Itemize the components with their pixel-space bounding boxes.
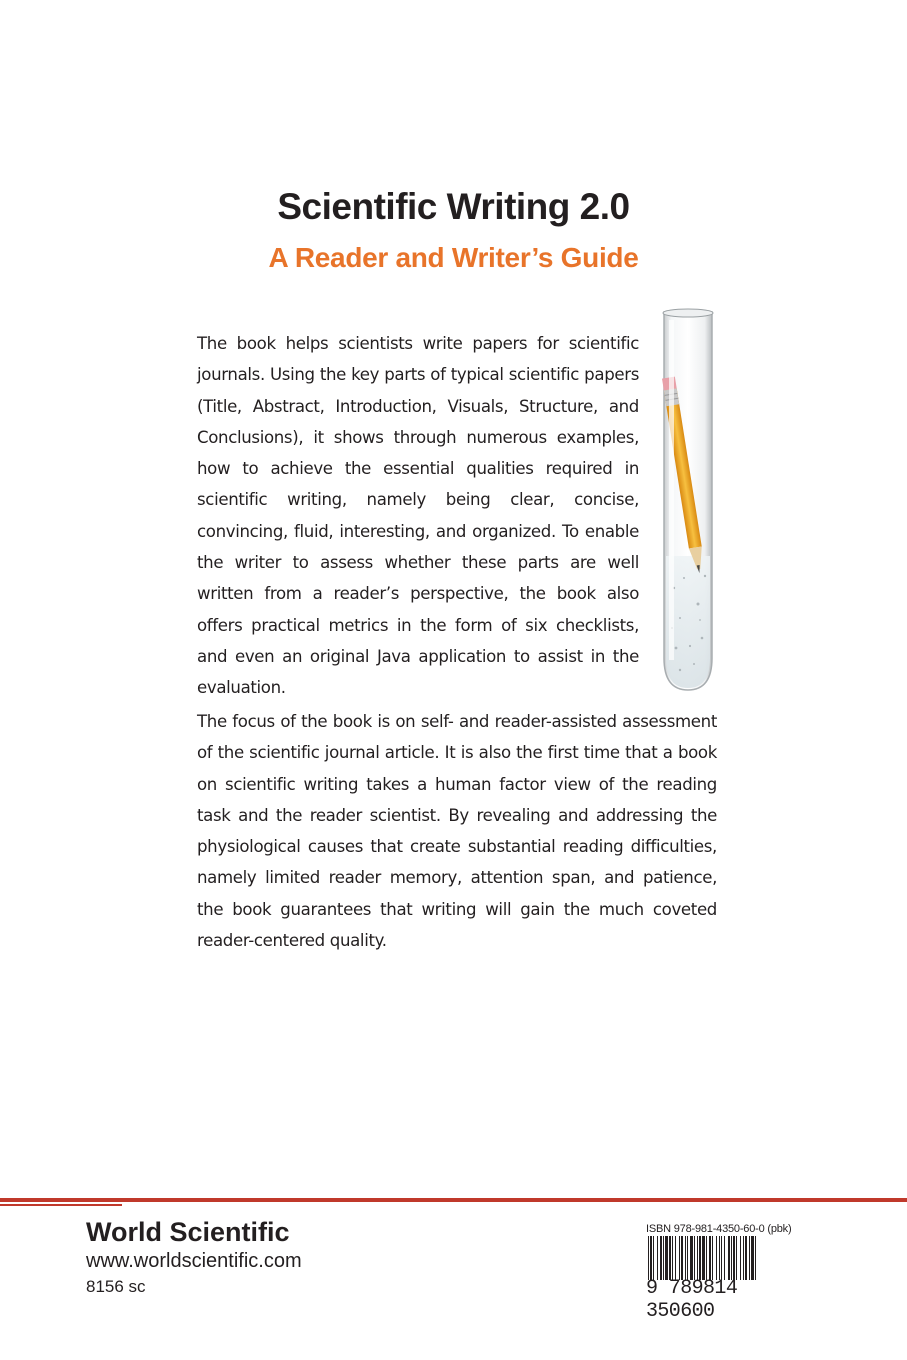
barcode-bar — [697, 1236, 698, 1280]
barcode-bar — [736, 1236, 737, 1280]
barcode-bar — [712, 1236, 713, 1280]
barcode-bar — [681, 1236, 683, 1280]
barcode-bar — [648, 1236, 649, 1280]
barcode-bar — [665, 1236, 668, 1280]
barcode-bar — [694, 1236, 695, 1280]
footer-rule — [0, 1198, 907, 1202]
barcode-bar — [669, 1236, 671, 1280]
barcode-bar — [743, 1236, 744, 1280]
barcode-bar — [709, 1236, 711, 1280]
barcode-bar — [740, 1236, 741, 1280]
description-paragraph-2: The focus of the book is on self- and reader-assisted assessment of the scientific journal article. It is also the first time that a book on scientific writing takes a human factor view of the reading task and the reader scientist. By revealing and addressing the physiological causes that create substantial reading difficulties, namely limited reader memory, attention span, and patience, the book guarantees that writing will gain the much coveted reader-centered quality. — [197, 712, 717, 951]
barcode-bar — [675, 1236, 676, 1280]
barcode-bar — [724, 1236, 725, 1280]
barcode-bar — [690, 1236, 693, 1280]
barcode-bar — [657, 1236, 658, 1280]
isbn-label: ISBN 978-981-4350-60-0 (pbk) — [646, 1223, 792, 1235]
publisher-website: www.worldscientific.com — [86, 1250, 302, 1272]
barcode-bar — [721, 1236, 722, 1280]
barcode-bar — [755, 1236, 756, 1280]
barcode-icon — [646, 1236, 796, 1280]
barcode-bar — [685, 1236, 686, 1280]
barcode-bar — [706, 1236, 707, 1280]
barcode-bar — [653, 1236, 654, 1280]
barcode-bar — [733, 1236, 735, 1280]
barcode-bar — [716, 1236, 717, 1280]
barcode-bar — [660, 1236, 662, 1280]
publisher-name: World Scientific — [86, 1217, 290, 1247]
footer-rule-accent — [0, 1204, 122, 1206]
barcode-bar — [687, 1236, 688, 1280]
barcode-bar — [731, 1236, 732, 1280]
barcode-bar — [702, 1236, 705, 1280]
barcode-bar — [672, 1236, 673, 1280]
book-title: Scientific Writing 2.0 — [277, 186, 630, 227]
barcode-digits: 9 789814 350600 — [646, 1277, 738, 1323]
book-subtitle: A Reader and Writer’s Guide — [268, 242, 639, 273]
barcode-bar — [728, 1236, 730, 1280]
description-paragraph-1: The book helps scientists write papers for scientific journals. Using the key parts of typical scientific papers (Title, Abstract, Introduction, Visuals, Structure, and Conclusions), it shows through numerous examples, how to achieve the essential qualities required in scientific writing, namely being clear, concise, convincing, fluid, interesting, and organized. To enable the writer to assess whether these parts are well written from a reader’s perspective, the book also offers practical metrics in the form of six checklists, and even an original Java application to assist in the evaluation. — [197, 334, 639, 698]
barcode-bar — [719, 1236, 720, 1280]
barcode-bar — [745, 1236, 747, 1280]
barcode-bar — [699, 1236, 701, 1280]
barcode-bar — [663, 1236, 664, 1280]
barcode-bar — [679, 1236, 680, 1280]
product-code: 8156 sc — [86, 1277, 146, 1296]
pencil-in-test-tube-icon — [650, 308, 726, 694]
barcode-bar — [749, 1236, 750, 1280]
barcode-bar — [751, 1236, 754, 1280]
barcode-bar — [650, 1236, 652, 1280]
